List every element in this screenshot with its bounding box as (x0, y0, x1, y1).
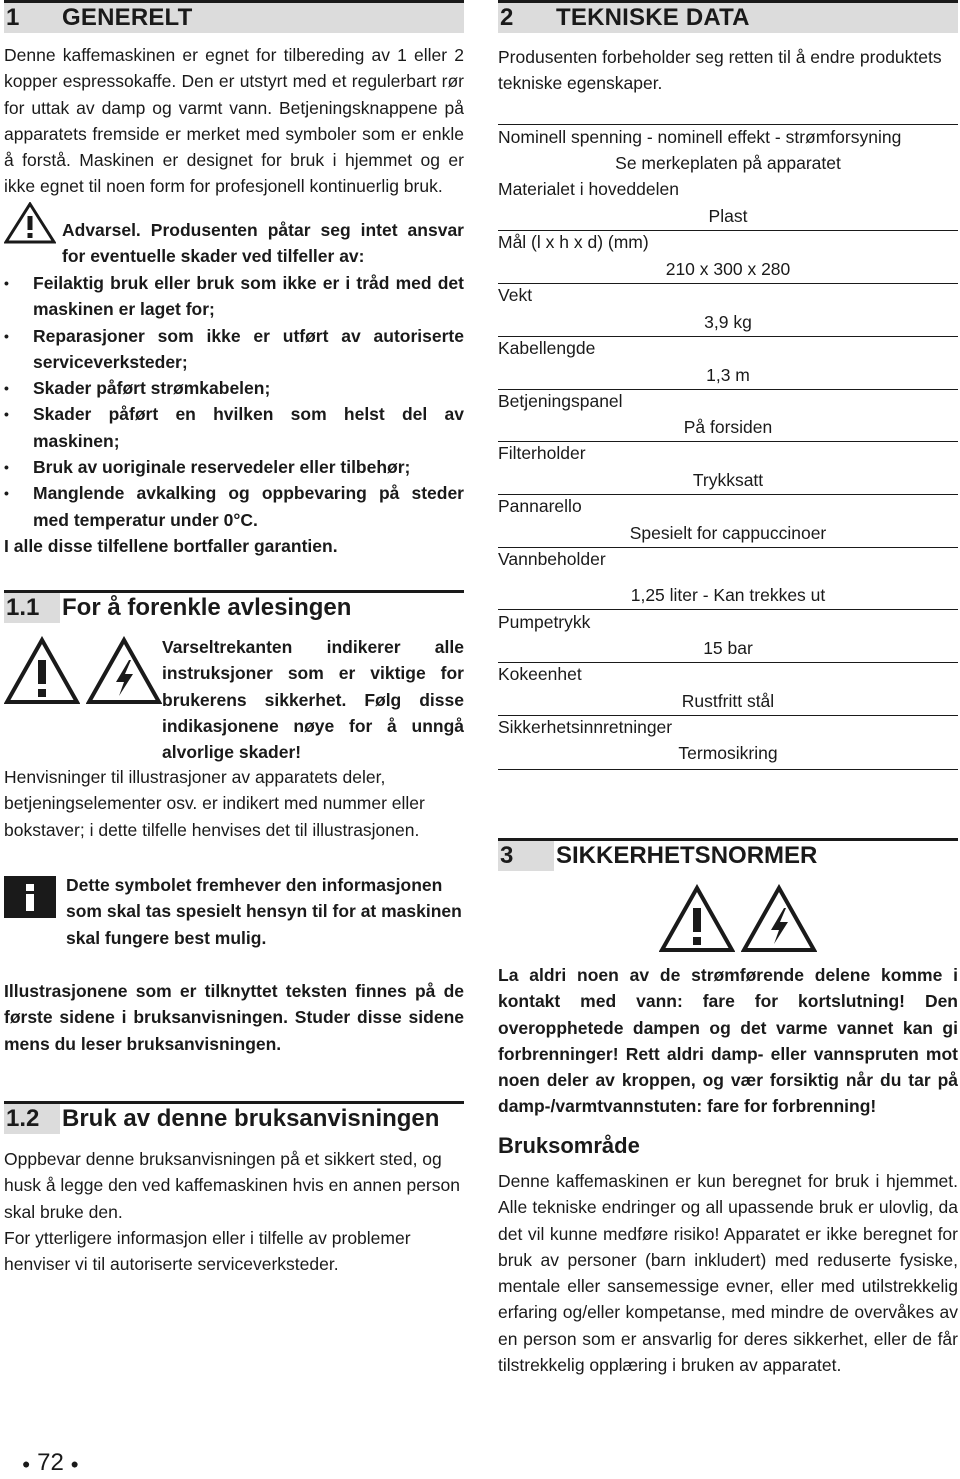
section-1-header (4, 0, 464, 33)
references-paragraph: Henvisninger til illustrasjoner av apparatets deler, betjeningselementer osv. er indikert med nummer eller bokstaver; i dette tilfelle henvises det til illustrasjonen. (4, 767, 425, 840)
spec-value: 1,3 m (706, 365, 750, 385)
usage-paragraph: Denne kaffemaskinen er kun beregnet for bruk i hjemmet. Alle tekniske endringer og all upassende bruk er ulovlig, da det vil kunne medføre risiko! Apparatet er ikke beregnet for bruk av personer (barn inkludert) med reduserte fysiske, mentale eller sansemessige evner, eller med utilstrekkelig erfaring og/eller kompetanse, med mindre de overvåkes av en person som er ansvarlig for deres sikkerhet, eller de får tilstrekkelig opplæring i bruken av apparatet. (498, 1171, 958, 1376)
warning-paragraph: Advarsel. Produsenten påtar seg intet ansvar for eventuelle skader ved tilfeller av: (62, 220, 464, 267)
spec-label: Sikkerhetsinnretninger (498, 717, 673, 737)
spec-label: Pumpetrykk (498, 612, 591, 632)
warning-symbol-text: Varseltrekanten indikerer alle instruksjoner som er viktige for brukerens sikkerhet. Følg disse indikasjonene nøye for å unngå alvorlige skader! (162, 637, 464, 763)
list-item: • Bruk av uoriginale reservedeler eller tilbehør; (4, 454, 464, 480)
safety-warning: La aldri noen av de strømførende delene komme i kontakt med vann: fare for kortslutning! Den overopphetede dampen og det varme vannet kan gi forbrenninger! Rett aldri damp- eller vannspruten mot noen deler av kroppen, og vær forsiktig når du tar på damp-/varmtvannstuten: fare for forbrenning! (498, 965, 958, 1117)
spec-value: Spesielt for cappuccinoer (629, 523, 827, 543)
spec-value: 1,25 liter - Kan trekkes ut (630, 585, 826, 605)
section-1-2-header (4, 1101, 464, 1134)
spec-value: 210 x 300 x 280 (665, 259, 791, 279)
spec-label: Pannarello (498, 496, 582, 516)
section-1-1-header (4, 590, 464, 623)
service-paragraph: For ytterligere informasjon eller i tilfelle av problemer henviser vi til autoriserte serviceverksteder. (4, 1228, 411, 1275)
spec-label: Materialet i hoveddelen (498, 179, 679, 199)
spec-value: Rustfritt stål (681, 691, 775, 711)
guarantee-note: I alle disse tilfellene bortfaller garantien. (4, 536, 338, 556)
section-title: For å forenkle avlesingen (62, 594, 352, 621)
electric-hazard-icon (741, 884, 817, 954)
intro-paragraph: Denne kaffemaskinen er egnet for tilbereding av 1 eller 2 kopper espressokaffe. Den er utstyrt med et regulerbart rør for uttak av damp og varmt vann. Betjeningsknappene på apparatets fremside er merket med symboler som er enkle å forstå. Maskinen er designet for bruk i hjemmet og er ikke egnet til noen form for profesjonell kontinuerlig bruk. (4, 45, 464, 197)
list-item: • Skader påført en hvilken som helst del av maskinen; (4, 401, 464, 454)
spec-label: Nominell spenning - nominell effekt - strømforsyning (498, 127, 902, 147)
info-text: Dette symbolet fremhever den informasjonen som skal tas spesielt hensyn til for at maskinen skal fungere best mulig. (66, 875, 462, 948)
spec-value: Trykksatt (692, 470, 764, 490)
specs-intro: Produsenten forbeholder seg retten til å endre produktets tekniske egenskaper. (498, 47, 942, 94)
spec-value: Termosikring (678, 743, 778, 763)
list-item: • Reparasjoner som ikke er utført av autoriserte serviceverksteder; (4, 323, 464, 376)
usage-heading: Bruksområde (498, 1133, 640, 1158)
section-number: 2 (500, 4, 514, 31)
table-rule (498, 283, 958, 284)
warning-symbol-description (162, 634, 464, 765)
spec-value: 3,9 kg (704, 312, 752, 332)
bullet-glyph: ● (22, 1455, 31, 1472)
page-number (22, 1448, 79, 1479)
spec-label: Mål (l x h x d) (mm) (498, 232, 649, 252)
section-title: GENERELT (62, 4, 193, 31)
list-item: • Manglende avkalking og oppbevaring på steder med temperatur under 0°C. (4, 480, 464, 533)
spec-label: Kokeenhet (498, 664, 582, 684)
spec-label: Filterholder (498, 443, 586, 463)
info-icon (4, 876, 56, 918)
section-number: 1 (6, 4, 20, 31)
list-item: • Skader påført strømkabelen; (4, 375, 464, 401)
section-3-header (498, 838, 958, 871)
section-number: 1.2 (6, 1105, 40, 1132)
spec-label: Vannbeholder (498, 549, 606, 569)
warning-triangle-icon (4, 636, 80, 706)
warning-triangle-icon (4, 202, 56, 244)
section-title: TEKNISKE DATA (556, 4, 750, 31)
spec-label: Vekt (498, 285, 533, 305)
info-paragraph (66, 872, 464, 951)
table-rule (498, 769, 958, 770)
liability-list (4, 270, 464, 533)
warning-triangle-icon (659, 884, 735, 954)
list-item: • Feilaktig bruk eller bruk som ikke er i tråd med det maskinen er laget for; (4, 270, 464, 323)
section-title: SIKKERHETSNORMER (556, 842, 818, 869)
section-2-header (498, 0, 958, 33)
electric-hazard-icon (86, 636, 162, 706)
bullet-glyph: ● (70, 1455, 79, 1472)
section-number: 3 (500, 842, 514, 869)
section-title: Bruk av denne bruksanvisningen (62, 1105, 440, 1132)
storage-paragraph: Oppbevar denne bruksanvisningen på et sikkert sted, og husk å legge den ved kaffemaskinen hvis en annen person skal bruke den. (4, 1149, 460, 1222)
section-number: 1.1 (6, 594, 40, 621)
spec-label: Kabellengde (498, 338, 596, 358)
page-number-value: 72 (37, 1449, 64, 1476)
spec-value: Plast (708, 206, 748, 226)
spec-value: 15 bar (703, 638, 753, 658)
illustrations-paragraph: Illustrasjonene som er tilknyttet teksten finnes på de første sidene i bruksanvisningen. Studer disse sidene mens du leser bruksanvisningen. (4, 981, 464, 1054)
spec-value: Se merkeplaten på apparatet (615, 153, 841, 173)
spec-label: Betjeningspanel (498, 391, 623, 411)
spec-value: På forsiden (683, 417, 773, 437)
